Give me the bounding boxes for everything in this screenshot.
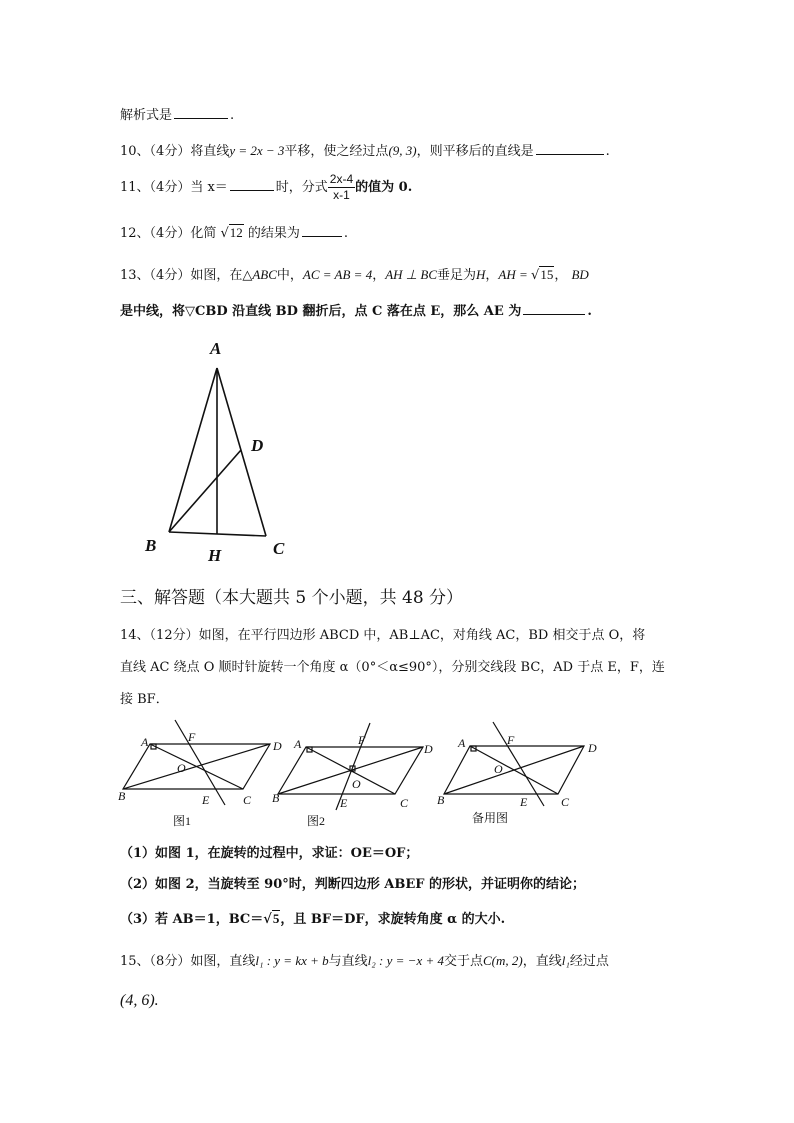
q14-sub1-text: （1）如图 1，在旋转的过程中，求证：OE＝OF；	[120, 846, 419, 861]
q14-text1: 14、（12分）如图，在平行四边形 ABCD 中，AB⊥AC，对角线 AC，BD 相交于点 O，将	[120, 628, 646, 643]
fig3-label-f: F	[507, 733, 515, 747]
q13-prefix: 13、（4分）如图，在△	[120, 268, 253, 283]
q14-text2: 直线 AC 绕点 O 顺时针旋转一个角度 α（0°＜α≤90°），分别交线段 BC，AD 于点 E，F，连	[120, 660, 665, 675]
fig3-label-d: D	[588, 741, 597, 755]
label-b: B	[145, 536, 157, 555]
q12-line: 12、（4分）化简 √12 的结果为 .	[120, 225, 349, 241]
q13-blank	[523, 313, 585, 315]
fig2-label-b: B	[272, 791, 280, 805]
q14-sub3-a: （3）若 AB＝1，BC＝	[120, 912, 264, 927]
q10-equation: y = 2x − 3	[229, 143, 285, 158]
q11-suffix: 的值为 0.	[355, 180, 413, 195]
q15-mid2: 交于点	[444, 954, 484, 969]
q13-mid1: 中，	[276, 268, 303, 283]
fig2-label-a: A	[294, 737, 302, 751]
q14-sub3: （3）若 AB＝1，BC＝√5，且 BF＝DF，求旋转角度 α 的大小.	[120, 911, 506, 927]
fig2-label-f: F	[358, 733, 366, 747]
diag-bd-1	[123, 744, 270, 789]
q10-mid: 平移，使之经过点	[284, 144, 389, 159]
q14-sub1	[120, 842, 418, 861]
q15-point: (4, 6).	[120, 992, 159, 1009]
fig1-label-d: D	[273, 739, 282, 753]
q14-line2	[120, 656, 665, 675]
q15-line2	[120, 990, 159, 1010]
q13-bd: BD	[571, 267, 589, 282]
fig3-label-o: O	[494, 762, 503, 776]
q15-mid3: ，直线	[522, 954, 562, 969]
q10-point: (9, 3)	[388, 143, 417, 158]
fig3-label-b: B	[437, 793, 445, 807]
q13-radicand: 15	[540, 267, 554, 282]
q15-mid: 与直线	[328, 954, 368, 969]
label-c: C	[273, 539, 285, 558]
q13-sep3: ，	[554, 268, 568, 283]
q13-sep2: ，	[485, 268, 499, 283]
q14-figures	[110, 718, 620, 830]
q12-suffix: 的结果为	[247, 226, 300, 241]
caption-fig2: 图2	[307, 814, 326, 828]
q15-suffix: 经过点	[569, 954, 609, 969]
q14-sub3-radicand: 5	[272, 911, 280, 926]
q12-prefix: 12、（4分）化简	[120, 226, 217, 241]
fig1-label-o: O	[177, 761, 186, 775]
fig3-label-c: C	[561, 795, 570, 809]
q11-fraction	[328, 172, 355, 203]
fig1-label-a: A	[141, 735, 149, 749]
label-a: A	[210, 339, 222, 358]
q10-line: 10、（4分）将直线y = 2x − 3平移，使之经过点(9, 3)，则平移后的直线是 .	[120, 143, 610, 159]
q12-radicand: 12	[229, 225, 243, 240]
q13-line2: 是中线，将▽CBD 沿直线 BD 翻折后，点 C 落在点 E，那么 AE 为 .	[120, 304, 592, 319]
segment-ab	[169, 368, 217, 532]
q13-line1: 13、（4分）如图，在△ABC中，AC = AB = 4，AH ⊥ BC垂足为H，AH = √15， BD	[120, 267, 589, 283]
section-heading: 三、解答题（本大题共 5 个小题，共 48 分）	[120, 588, 464, 608]
fig3-label-e: E	[520, 795, 528, 809]
q10-blank	[536, 153, 604, 155]
q13-ah-perp: AH ⊥ BC	[385, 267, 437, 282]
q15-l2: l₂ : y = −x + 4	[367, 953, 444, 968]
diag-bd-3	[444, 746, 584, 794]
q14-line3	[120, 688, 169, 707]
q15-line1	[120, 950, 609, 969]
label-d: D	[251, 436, 264, 455]
q13-line2-text: 是中线，将▽CBD 沿直线 BD 翻折后，点 C 落在点 E，那么 AE 为	[120, 304, 522, 319]
q15-point-c: C(m, 2)	[483, 953, 523, 968]
q11-blank	[230, 189, 274, 191]
q11-mid: 时，分式	[275, 180, 328, 195]
q10-suffix: ，则平移后的直线是	[416, 144, 534, 159]
q13-mid2: 垂足为	[436, 268, 476, 283]
q13-ah-eq: AH =	[498, 267, 532, 282]
label-h: H	[208, 546, 222, 565]
q14-line1	[120, 624, 645, 643]
q11-numerator: 2x-4	[329, 172, 354, 186]
fig2-label-e: E	[340, 796, 348, 810]
q14-sub2	[120, 873, 585, 892]
caption-fig3: 备用图	[472, 811, 509, 825]
fig1-label-e: E	[202, 793, 210, 807]
caption-fig1: 图1	[173, 814, 192, 828]
q10-prefix: 10、（4分）将直线	[120, 144, 230, 159]
fig2-label-o: O	[352, 777, 361, 791]
q12-blank	[302, 235, 342, 237]
fig1-label-f: F	[188, 730, 196, 744]
fig2-label-c: C	[400, 796, 409, 810]
q15-prefix: 15、（8分）如图，直线	[120, 954, 256, 969]
q13-triangle: ABC	[252, 267, 277, 282]
fig2-label-d: D	[424, 742, 433, 756]
segment-bd	[169, 450, 241, 532]
q9-text: 解析式是	[120, 108, 173, 123]
q15-l1: l₁ : y = kx + b	[255, 953, 329, 968]
fig3-label-a: A	[458, 736, 466, 750]
q11-prefix: 11、（4分）当 x＝	[120, 180, 228, 195]
q9-blank	[174, 117, 228, 119]
q13-sep: ，	[372, 268, 386, 283]
fig1-label-b: B	[118, 789, 126, 803]
q14-sub3-b: ，且 BF＝DF，求旋转角度 α 的大小.	[280, 912, 506, 927]
q14-text3: 接 BF．	[120, 692, 169, 707]
q9-answer-line: 解析式是 .	[120, 108, 235, 123]
q13-h: H	[476, 267, 486, 282]
fig1-label-c: C	[243, 793, 252, 807]
q15-l1b: l₁	[561, 953, 570, 968]
q13-ac-ab: AC = AB = 4	[302, 267, 373, 282]
q11-denominator: x-1	[333, 188, 350, 202]
q11-line	[120, 172, 412, 203]
q13-figure	[140, 335, 300, 570]
q14-sub2-text: （2）如图 2，当旋转至 90°时，判断四边形 ABEF 的形状，并证明你的结论；	[120, 877, 585, 892]
